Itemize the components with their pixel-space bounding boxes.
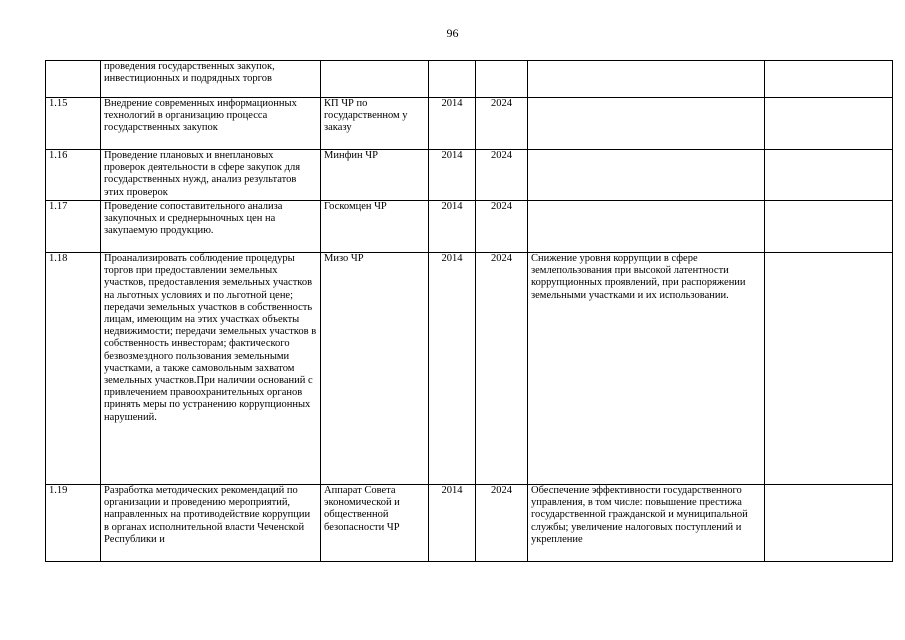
- row-number: 1.15: [46, 98, 101, 150]
- start-year-cell: 2014: [429, 485, 476, 562]
- result-cell: Снижение уровня коррупции в сфере землепользования при высокой латентности коррупционных проявлений, при распоряжении земельными участками и их использовании.: [528, 253, 765, 485]
- start-year-cell: 2014: [429, 201, 476, 253]
- anti-corruption-plan-table: [45, 60, 893, 562]
- result-cell: [528, 98, 765, 150]
- table-row: [46, 61, 893, 98]
- measure-cell: Проведение плановых и внеплановых проверок деятельности в сфере закупок для государственных нужд, анализ результатов этих проверок: [101, 150, 321, 201]
- row-number: 1.17: [46, 201, 101, 253]
- note-cell: [765, 98, 893, 150]
- end-year-cell: 2024: [476, 485, 528, 562]
- start-year-cell: 2014: [429, 253, 476, 485]
- end-year-cell: 2024: [476, 98, 528, 150]
- note-cell: [765, 485, 893, 562]
- note-cell: [765, 61, 893, 98]
- row-number: 1.19: [46, 485, 101, 562]
- row-number: 1.18: [46, 253, 101, 485]
- note-cell: [765, 150, 893, 201]
- executor-cell: Мизо ЧР: [321, 253, 429, 485]
- result-cell: [528, 201, 765, 253]
- result-cell: [528, 150, 765, 201]
- page-number: 96: [446, 26, 459, 40]
- measure-cell: Проведение сопоставительного анализа закупочных и среднерыночных цен на закупаемую продукцию.: [101, 201, 321, 253]
- start-year-cell: 2014: [429, 98, 476, 150]
- executor-cell: КП ЧР по государственном у заказу: [321, 98, 429, 150]
- end-year-cell: 2024: [476, 150, 528, 201]
- end-year-cell: 2024: [476, 253, 528, 485]
- table-row: [46, 253, 893, 485]
- start-year-cell: [429, 61, 476, 98]
- executor-cell: Минфин ЧР: [321, 150, 429, 201]
- end-year-cell: [476, 61, 528, 98]
- start-year-cell: 2014: [429, 150, 476, 201]
- result-cell: [528, 61, 765, 98]
- note-cell: [765, 201, 893, 253]
- table-row: [46, 485, 893, 562]
- row-number: [46, 61, 101, 98]
- table-row: [46, 201, 893, 253]
- table-row: [46, 98, 893, 150]
- measure-cell: Внедрение современных информационных технологий в организацию процесса государственных закупок: [101, 98, 321, 150]
- measure-cell: проведения государственных закупок, инвестиционных и подрядных торгов: [101, 61, 321, 98]
- executor-cell: [321, 61, 429, 98]
- measure-cell: Проанализировать соблюдение процедуры торгов при предоставлении земельных участков, предоставления земельных участков на льготных условиях и по льготной цене; передачи земельных участков в собственность лицам, имеющим на этих участках объекты недвижимости; передачи земельных участков в собственность инвесторам; фактического безвозмездного пользования земельными участками, а также самовольным захватом земельных участков.При наличии оснований с привлечением правоохранительных органов принять меры по устранению коррупционных нарушений.: [101, 253, 321, 485]
- note-cell: [765, 253, 893, 485]
- end-year-cell: 2024: [476, 201, 528, 253]
- measure-cell: Разработка методических рекомендаций по организации и проведению мероприятий, направленных на противодействие коррупции в органах исполнительной власти Чеченской Республики и: [101, 485, 321, 562]
- executor-cell: Госкомцен ЧР: [321, 201, 429, 253]
- executor-cell: Аппарат Совета экономической и общественной безопасности ЧР: [321, 485, 429, 562]
- result-cell: Обеспечение эффективности государственного управления, в том числе: повышение престижа государственной гражданской и муниципальной службы; увеличение налоговых поступлений и укрепление: [528, 485, 765, 562]
- row-number: 1.16: [46, 150, 101, 201]
- table-row: [46, 150, 893, 201]
